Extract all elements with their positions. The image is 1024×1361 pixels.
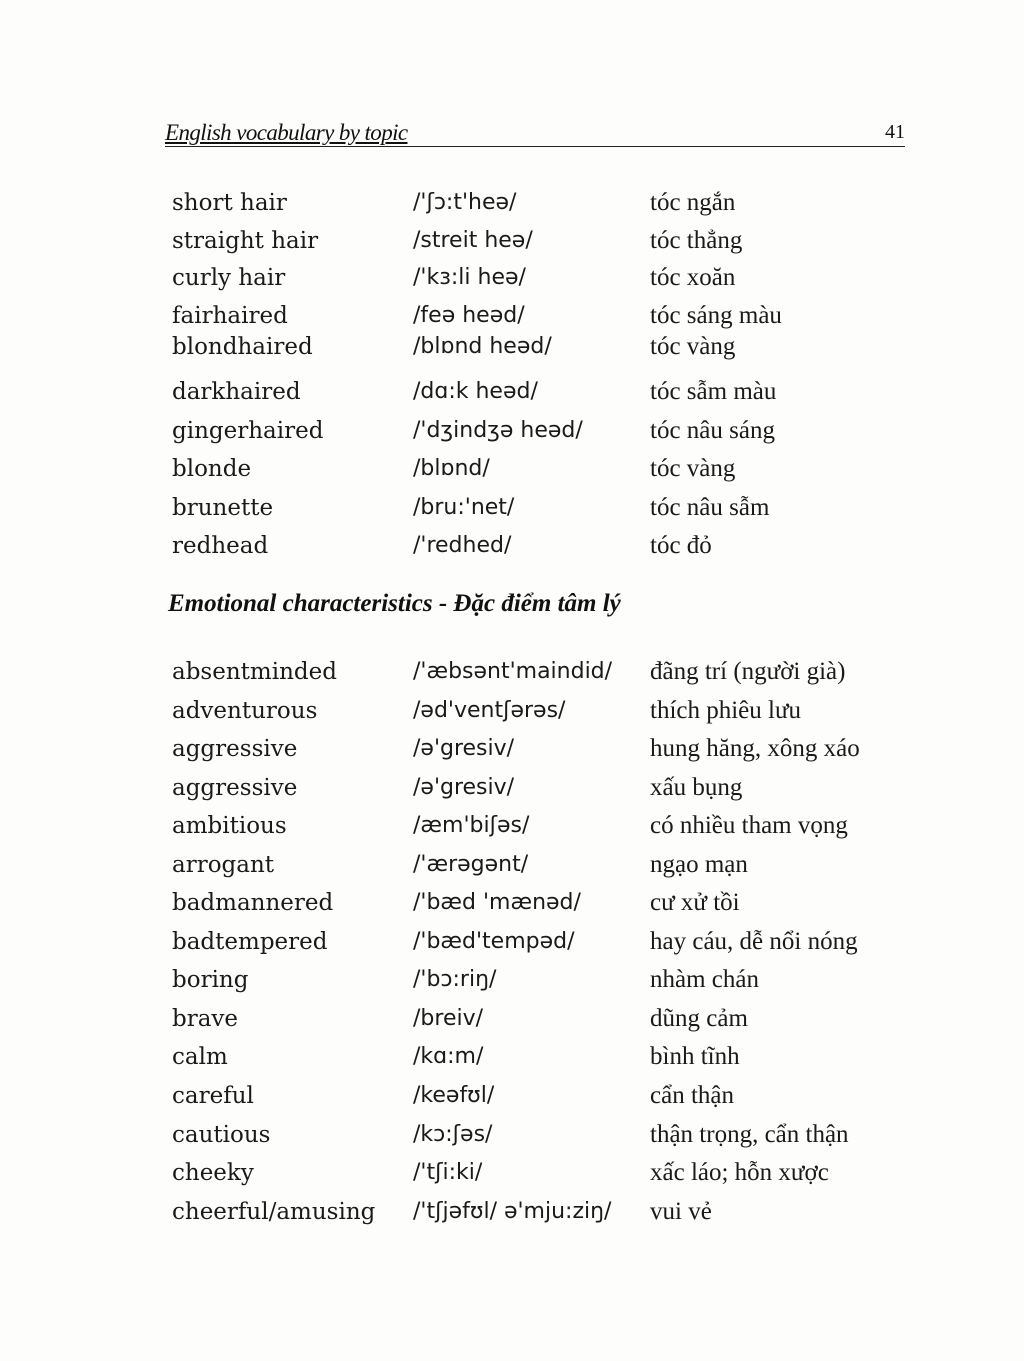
vocab-meaning: tóc sáng màu [650,302,782,329]
vocab-word: brave [172,1006,239,1032]
vocab-meaning: tóc vàng [650,333,736,360]
vocab-row [0,332,1024,370]
vocab-word: cautious [172,1122,271,1148]
vocab-meaning: tóc xoăn [650,264,736,291]
vocab-row [0,965,1024,1003]
page-number: 41 [885,121,905,143]
vocab-row [0,811,1024,849]
vocab-row [0,1158,1024,1196]
vocab-pronunciation: /blɒnd heəd/ [413,334,552,359]
vocab-row [0,454,1024,492]
vocab-meaning: tóc đỏ [650,532,712,559]
vocab-row [0,696,1024,734]
vocab-pronunciation: /kɑ:m/ [413,1044,484,1069]
vocab-meaning: đãng trí (người già) [650,658,846,685]
vocab-pronunciation: /'ærəgənt/ [413,852,529,877]
vocab-word: boring [172,967,249,993]
vocab-pronunciation: /dɑ:k heəd/ [413,379,538,404]
vocab-row [0,734,1024,772]
vocab-pronunciation: /'bɔ:riŋ/ [413,967,497,992]
section-heading: Emotional characteristics - Đặc điểm tâm lý [168,590,621,617]
vocab-word: redhead [172,533,269,559]
vocab-pronunciation: /æm'biʃəs/ [413,813,530,838]
vocab-word: cheerful/amusing [172,1199,376,1225]
vocab-word: badtempered [172,929,328,955]
vocab-pronunciation: /əd'ventʃərəs/ [413,698,566,723]
vocab-row [0,1120,1024,1158]
vocab-word: aggressive [172,775,298,801]
vocab-word: blondhaired [172,334,313,360]
vocab-pronunciation: /ə'gresiv/ [413,775,515,800]
vocab-pronunciation: /'æbsənt'maindid/ [413,659,613,684]
vocab-meaning: tóc ngắn [650,189,736,216]
vocab-meaning: vui vẻ [650,1198,712,1225]
vocab-word: fairhaired [172,303,288,329]
vocab-meaning: cẩn thận [650,1082,734,1109]
vocab-word: curly hair [172,265,286,291]
vocab-meaning: hung hăng, xông xáo [650,735,860,762]
vocab-meaning: hay cáu, dễ nổi nóng [650,928,858,955]
vocab-meaning: có nhiều tham vọng [650,812,848,839]
vocab-pronunciation: /streit heə/ [413,228,533,253]
vocab-row [0,1042,1024,1080]
vocab-word: cheeky [172,1160,254,1186]
vocab-row [0,416,1024,454]
vocab-row [0,531,1024,569]
vocab-meaning: thích phiêu lưu [650,697,802,724]
vocab-meaning: nhàm chán [650,966,759,993]
vocab-pronunciation: /'kɜ:li heə/ [413,265,526,290]
vocab-word: short hair [172,190,287,216]
vocab-pronunciation: /breiv/ [413,1006,484,1031]
vocab-row [0,850,1024,888]
vocab-meaning: ngạo mạn [650,851,748,878]
vocab-row [0,226,1024,264]
vocab-word: gingerhaired [172,418,324,444]
vocab-row [0,1197,1024,1235]
vocab-row [0,773,1024,811]
vocab-meaning: xấc láo; hỗn xược [650,1159,829,1186]
vocab-pronunciation: /ə'gresiv/ [413,736,515,761]
vocab-pronunciation: /'bæd'tempəd/ [413,929,575,954]
vocab-meaning: thận trọng, cẩn thận [650,1121,849,1148]
vocab-meaning: tóc vàng [650,455,736,482]
vocab-pronunciation: /keəfʊl/ [413,1083,495,1108]
vocab-meaning: tóc nâu sáng [650,417,775,444]
vocab-word: straight hair [172,228,319,254]
vocab-word: blonde [172,456,252,482]
vocab-pronunciation: /feə heəd/ [413,303,525,328]
vocab-meaning: cư xử tồi [650,889,740,916]
vocab-pronunciation: /kɔ:ʃəs/ [413,1122,493,1147]
running-title: English vocabulary by topic [165,120,408,145]
vocab-pronunciation: /'tʃi:ki/ [413,1160,483,1185]
vocab-meaning: tóc nâu sẫm [650,494,770,521]
vocab-meaning: dũng cảm [650,1005,748,1032]
vocab-row [0,1081,1024,1119]
vocab-word: adventurous [172,698,318,724]
vocab-row [0,888,1024,926]
vocab-meaning: tóc thẳng [650,227,743,254]
vocab-row [0,927,1024,965]
vocab-word: careful [172,1083,254,1109]
vocab-pronunciation: /bru:'net/ [413,495,515,520]
vocab-row [0,1004,1024,1042]
vocab-pronunciation: /'dʒindʒə heəd/ [413,418,583,443]
vocab-word: calm [172,1044,228,1070]
vocab-row [0,188,1024,226]
vocab-pronunciation: /'tʃjəfʊl/ ə'mju:ziŋ/ [413,1199,612,1224]
vocab-row [0,377,1024,415]
vocab-meaning: xấu bụng [650,774,743,801]
vocab-word: absentminded [172,659,337,685]
vocab-meaning: bình tĩnh [650,1043,740,1070]
vocab-word: brunette [172,495,274,521]
vocab-word: ambitious [172,813,287,839]
vocab-pronunciation: /'redhed/ [413,533,512,558]
vocab-word: badmannered [172,890,334,916]
vocab-word: arrogant [172,852,275,878]
vocab-row [0,657,1024,695]
vocab-pronunciation: /'ʃɔ:t'heə/ [413,190,517,215]
vocab-word: darkhaired [172,379,301,405]
vocab-row [0,493,1024,531]
vocab-pronunciation: /'bæd 'mænəd/ [413,890,581,915]
vocab-pronunciation: /blɒnd/ [413,456,490,481]
vocab-word: aggressive [172,736,298,762]
vocab-row [0,263,1024,301]
vocab-meaning: tóc sẫm màu [650,378,777,405]
page-header [165,118,905,147]
